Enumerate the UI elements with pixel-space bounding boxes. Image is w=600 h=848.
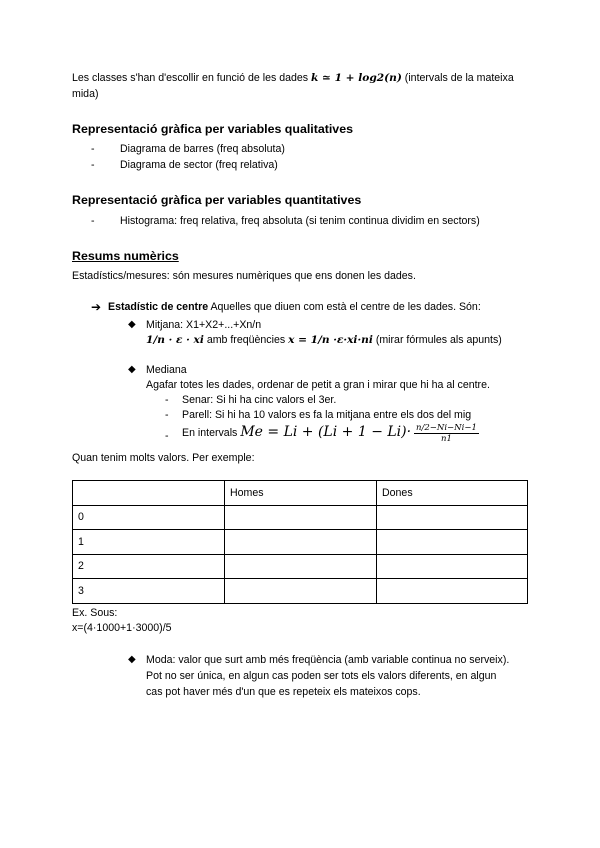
table-cell: 0 <box>73 505 225 530</box>
mediana-intervals-formula: Me = Li + (Li + 1 − Li)· <box>240 424 412 440</box>
table-cell <box>225 554 377 579</box>
intro-text-after: (intervals de la mateixa <box>404 72 514 84</box>
example-line2: x=(4·1000+1·3000)/5 <box>72 622 172 634</box>
mitjana-formula1: 1/n · ε · xi <box>146 334 204 346</box>
diamond-icon: ◆ <box>128 654 136 665</box>
example-intro: Quan tenim molts valors. Per exemple: <box>72 452 255 464</box>
diamond-icon: ◆ <box>128 319 136 330</box>
arrow-icon: ➔ <box>91 300 102 314</box>
moda-line1: Moda: valor que surt amb més freqüència (amb variable continua no serveix). <box>146 654 510 666</box>
qualitatives-heading: Representació gràfica per variables qualitatives <box>72 122 353 136</box>
mediana-item: Parell: Si hi ha 10 valors es fa la mitjana entre els dos del mig <box>182 409 472 421</box>
diamond-icon: ◆ <box>128 364 136 375</box>
mitjana-note: (mirar fórmules als apunts) <box>375 334 502 346</box>
dash-icon: - <box>165 394 169 406</box>
fraction-denominator: n1 <box>440 433 452 444</box>
dash-icon: - <box>91 143 95 155</box>
moda-line2: Pot no ser única, en algun cas poden ser tots els valors diferents, en algun <box>146 670 497 682</box>
mediana-fraction <box>414 423 479 444</box>
table-header-cell: Homes <box>225 481 377 506</box>
fraction-numerator: n/2−Ni−Ni−1 <box>416 422 477 433</box>
quantitatives-item: Histograma: freq relativa, freq absoluta (si tenim continua dividim en sectors) <box>120 215 480 227</box>
mitjana-title: Mitjana: X1+X2+...+Xn/n <box>146 319 262 331</box>
moda-line3: cas pot haver més d'un que es repeteix els mateixos cops. <box>146 686 421 698</box>
table-header-cell: Dones <box>377 481 528 506</box>
table-cell <box>377 530 528 555</box>
table-cell: 2 <box>73 554 225 579</box>
table-cell <box>377 579 528 604</box>
data-table <box>72 480 528 604</box>
mediana-intervals <box>182 422 479 444</box>
mitjana-formula2: x = 1/n ·ε·xi·ni <box>288 334 373 346</box>
intro-line2: mida) <box>72 88 99 100</box>
dash-icon: - <box>165 409 169 421</box>
resums-heading: Resums numèrics <box>72 249 179 263</box>
centre-label: Estadístic de centre <box>108 301 209 313</box>
table-row <box>73 505 528 530</box>
table-cell <box>225 505 377 530</box>
table-header-cell <box>73 481 225 506</box>
dash-icon: - <box>165 430 169 442</box>
intro-text-before: Les classes s'han d'escollir en funció de les dades <box>72 72 309 84</box>
qualitatives-item: Diagrama de sector (freq relativa) <box>120 159 278 171</box>
table-cell <box>377 505 528 530</box>
qualitatives-item: Diagrama de barres (freq absoluta) <box>120 143 285 155</box>
table-header-row <box>73 481 528 506</box>
centre-text: Aquelles que diuen com està el centre de les dades. Són: <box>210 301 481 313</box>
table-row <box>73 554 528 579</box>
centre-line <box>108 300 481 315</box>
mediana-intervals-label: En intervals <box>182 427 238 439</box>
table-row <box>73 579 528 604</box>
resums-intro: Estadístics/mesures: són mesures numèriques que ens donen les dades. <box>72 270 416 282</box>
example-line1: Ex. Sous: <box>72 607 118 619</box>
table-cell <box>225 579 377 604</box>
dash-icon: - <box>91 215 95 227</box>
intro-line <box>72 71 514 86</box>
mitjana-mid-text: amb freqüències <box>206 334 286 346</box>
table-cell <box>225 530 377 555</box>
intro-formula: k ≃ 1 + log2(n) <box>311 72 402 84</box>
mediana-desc: Agafar totes les dades, ordenar de petit a gran i mirar que hi ha al centre. <box>146 379 490 391</box>
mediana-item: Senar: Si hi ha cinc valors el 3er. <box>182 394 337 406</box>
table-row <box>73 530 528 555</box>
quantitatives-heading: Representació gràfica per variables quantitatives <box>72 193 362 207</box>
table-cell: 3 <box>73 579 225 604</box>
table-cell <box>377 554 528 579</box>
dash-icon: - <box>91 159 95 171</box>
mediana-title: Mediana <box>146 364 187 376</box>
table-cell: 1 <box>73 530 225 555</box>
mitjana-formula-line <box>146 333 502 348</box>
